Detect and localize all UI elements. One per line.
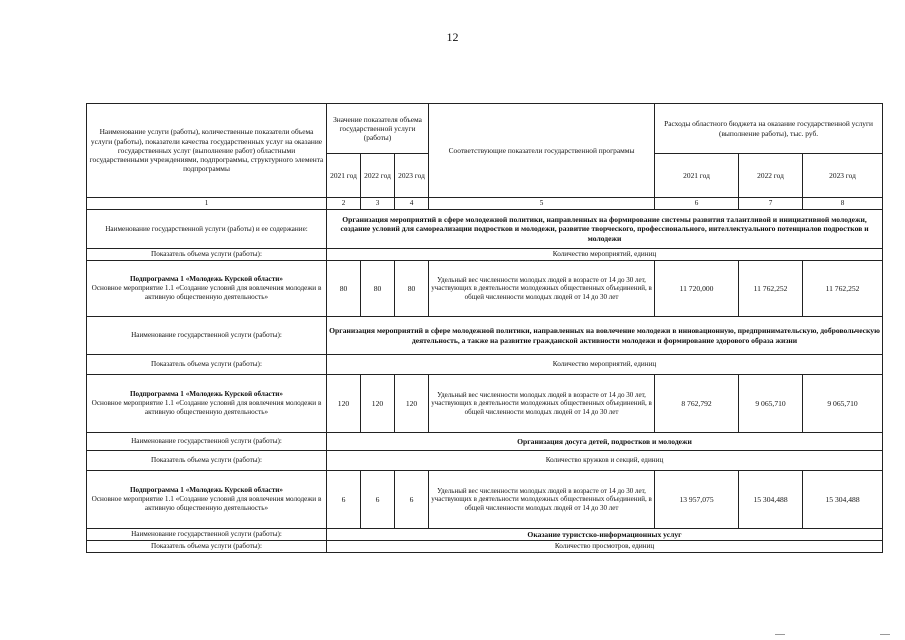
program-desc: Основное мероприятие 1.1 «Создание условий для вовлечения молодежи в активную общественную деятельность»: [91, 399, 322, 416]
value-2023: 6: [395, 471, 429, 529]
service-label: Наименование государственной услуги (работы):: [87, 433, 327, 451]
value-2023: 120: [395, 375, 429, 433]
header-budget-2021: 2021 год: [655, 154, 739, 198]
budget-2021: 8 762,792: [655, 375, 739, 433]
service-name: Организация мероприятий в сфере молодежной политики, направленных на вовлечение молодежи в инновационную, предпринимательскую, добровольческую деятельность, а также на развитие гражданской активности молодежи и формирование здорового образа жизни: [327, 317, 883, 355]
indicator-label: Показатель объема услуги (работы):: [87, 355, 327, 375]
header-row-1: [87, 104, 883, 154]
budget-2023: 15 304,488: [803, 471, 883, 529]
indicator-row: [87, 451, 883, 471]
service-name: Организация мероприятий в сфере молодежной политики, направленных на формирование системы развития талантливой и инициативной молодежи, создание условий для самореализации подростков и молодежи, развитие творческого, профессионального, интеллектуального потенциалов подростков и молодежи: [327, 210, 883, 249]
program-indicator-desc: Удельный вес численности молодых людей в возрасте от 14 до 30 лет, участвующих в деятельности молодежных общественных объединений, в общей численности молодых людей от 14 до 30 лет: [429, 261, 655, 317]
header-service-name: Наименование услуги (работы), количественные показатели объема услуги (работы), показатели качества государственных услуг на оказание государственных услуг (выполнение работ) областными государственными учреждениями, подпрограммы, структурного элемента подпрограммы: [87, 104, 327, 198]
col-number: 1: [87, 198, 327, 210]
service-label: Наименование государственной услуги (работы) и ее содержание:: [87, 210, 327, 249]
program-cell: [87, 375, 327, 433]
program-desc: Основное мероприятие 1.1 «Создание условий для вовлечения молодежи в активную общественную деятельность»: [91, 495, 322, 512]
col-number: 8: [803, 198, 883, 210]
service-row: [87, 210, 883, 249]
program-row: [87, 261, 883, 317]
budget-2023: 11 762,252: [803, 261, 883, 317]
program-title: Подпрограмма 1 «Молодежь Курской области»: [129, 390, 284, 398]
program-indicator-desc: Удельный вес численности молодых людей в возрасте от 14 до 30 лет, участвующих в деятельности молодежных общественных объединений, в общей численности молодых людей от 14 до 30 лет: [429, 375, 655, 433]
budget-2021: 11 720,000: [655, 261, 739, 317]
program-title: Подпрограмма 1 «Молодежь Курской области»: [129, 275, 284, 283]
program-row: [87, 375, 883, 433]
budget-2022: 11 762,252: [739, 261, 803, 317]
budget-2022: 9 065,710: [739, 375, 803, 433]
header-budget: Расходы областного бюджета на оказание государственной услуги (выполнение работы), тыс. руб.: [655, 104, 883, 154]
header-year-2021: 2021 год: [327, 154, 361, 198]
header-budget-2023: 2023 год: [803, 154, 883, 198]
indicator-row: [87, 541, 883, 553]
value-2022: 120: [361, 375, 395, 433]
col-number: 2: [327, 198, 361, 210]
program-indicator-desc: Удельный вес численности молодых людей в возрасте от 14 до 30 лет, участвующих в деятельности молодежных общественных объединений, в общей численности молодых людей от 14 до 30 лет: [429, 471, 655, 529]
header-program-indicators: Соответствующие показатели государственной программы: [429, 104, 655, 198]
service-label: Наименование государственной услуги (работы):: [87, 317, 327, 355]
header-indicator-value: Значение показателя объема государственной услуги (работы): [327, 104, 429, 154]
value-2022: 80: [361, 261, 395, 317]
program-cell: [87, 261, 327, 317]
budget-2022: 15 304,488: [739, 471, 803, 529]
header-year-2023: 2023 год: [395, 154, 429, 198]
col-number: 4: [395, 198, 429, 210]
service-row: [87, 317, 883, 355]
indicator-row: [87, 249, 883, 261]
indicator-row: [87, 355, 883, 375]
scan-mark: [880, 634, 890, 635]
indicator-name: Количество просмотров, единиц: [327, 541, 883, 553]
col-number: 5: [429, 198, 655, 210]
service-label: Наименование государственной услуги (работы):: [87, 529, 327, 541]
program-row: [87, 471, 883, 529]
indicator-name: Количество кружков и секций, единиц: [327, 451, 883, 471]
value-2021: 6: [327, 471, 361, 529]
indicator-name: Количество мероприятий, единиц: [327, 249, 883, 261]
services-table: [86, 103, 883, 553]
program-cell: [87, 471, 327, 529]
header-year-2022: 2022 год: [361, 154, 395, 198]
value-2023: 80: [395, 261, 429, 317]
indicator-label: Показатель объема услуги (работы):: [87, 249, 327, 261]
col-number: 3: [361, 198, 395, 210]
service-name: Организация досуга детей, подростков и молодежи: [327, 433, 883, 451]
indicator-name: Количество мероприятий, единиц: [327, 355, 883, 375]
budget-2023: 9 065,710: [803, 375, 883, 433]
program-desc: Основное мероприятие 1.1 «Создание условий для вовлечения молодежи в активную общественную деятельность»: [91, 284, 322, 301]
value-2021: 80: [327, 261, 361, 317]
col-number: 7: [739, 198, 803, 210]
column-numbers-row: [87, 198, 883, 210]
col-number: 6: [655, 198, 739, 210]
budget-2021: 13 957,075: [655, 471, 739, 529]
value-2021: 120: [327, 375, 361, 433]
service-name: Оказание туристско-информационных услуг: [327, 529, 883, 541]
indicator-label: Показатель объема услуги (работы):: [87, 451, 327, 471]
header-budget-2022: 2022 год: [739, 154, 803, 198]
value-2022: 6: [361, 471, 395, 529]
program-title: Подпрограмма 1 «Молодежь Курской области»: [129, 486, 284, 494]
service-row: [87, 529, 883, 541]
service-row: [87, 433, 883, 451]
page-number: 12: [446, 30, 459, 44]
indicator-label: Показатель объема услуги (работы):: [87, 541, 327, 553]
scan-mark: [775, 634, 785, 635]
